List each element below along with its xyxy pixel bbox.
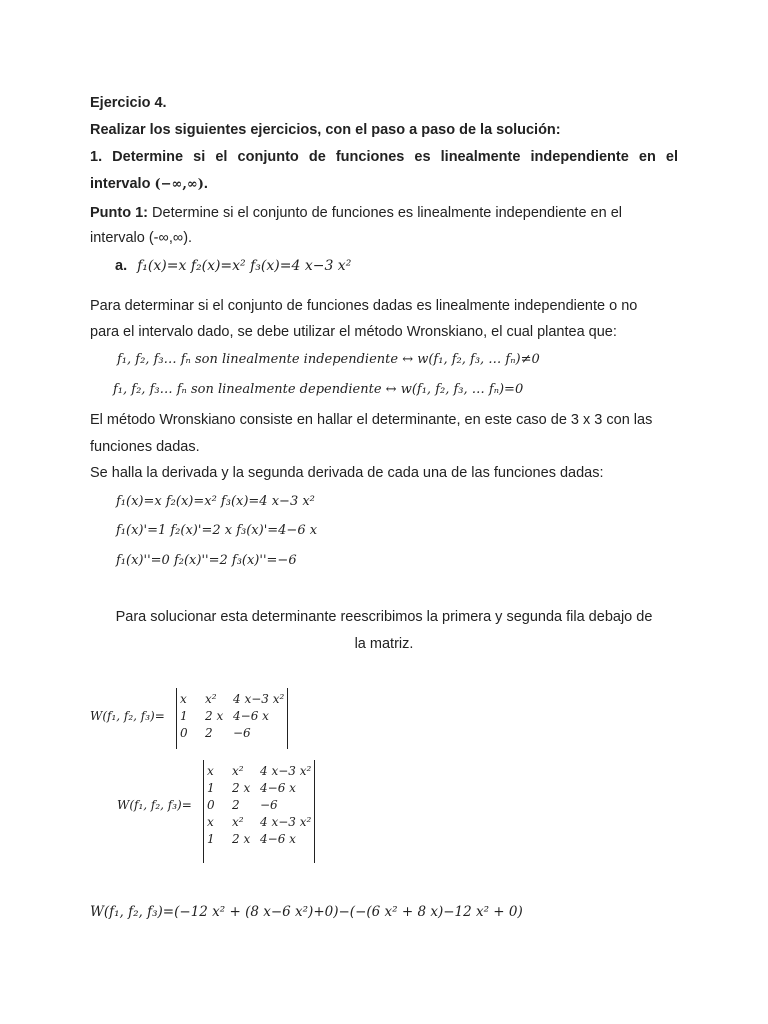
matrix-cell: 4−6 x	[260, 781, 296, 795]
derivative-row-1: f₁(x)'=1 f₂(x)'=2 x f₃(x)'=4−6 x	[116, 523, 318, 538]
matrix-cell: x²	[205, 692, 217, 706]
paragraph-1-line-1: Para determinar si el conjunto de funciones dadas es linealmente independiente o no	[90, 298, 638, 314]
matrix-row	[204, 831, 314, 848]
derivative-row-0: f₁(x)=x f₂(x)=x² f₃(x)=4 x−3 x²	[116, 494, 315, 509]
item-a-label: a.	[115, 258, 128, 274]
matrix-2-grid	[203, 760, 315, 863]
paragraph-3: Se halla la derivada y la segunda derivada de cada una de las funciones dadas:	[90, 465, 604, 481]
matrix-cell: x	[207, 764, 214, 778]
instruction-line: Realizar los siguientes ejercicios, con el paso a paso de la solución:	[90, 122, 561, 138]
derivative-row-2: f₁(x)''=0 f₂(x)''=2 f₃(x)''=−6	[116, 553, 297, 568]
matrix-cell: 4 x−3 x²	[260, 815, 312, 829]
matrix-row	[204, 797, 314, 814]
matrix-cell: −6	[260, 798, 278, 812]
matrix-1-label: W(f₁, f₂, f₃)=	[90, 709, 165, 723]
matrix-1-grid	[176, 688, 288, 749]
punto-1-line-1	[90, 203, 622, 223]
matrix-cell: x²	[232, 815, 244, 829]
matrix-row	[177, 708, 287, 725]
matrix-cell: 1	[180, 709, 188, 723]
matrix-cell: 2	[232, 798, 240, 812]
final-equation: W(f₁, f₂, f₃)=(−12 x² + (8 x−6 x²)+0)−(−(6 x² + 8 x)−12 x² + 0)	[90, 904, 523, 920]
matrix-cell: 2 x	[232, 832, 251, 846]
paragraph-4-line-2: la matriz.	[354, 636, 414, 652]
matrix-cell: 0	[207, 798, 215, 812]
matrix-cell: 4−6 x	[260, 832, 296, 846]
punto-1-label: Punto 1:	[90, 205, 148, 221]
matrix-2-label: W(f₁, f₂, f₃)=	[117, 798, 192, 812]
matrix-cell: 1	[207, 832, 215, 846]
paragraph-1-line-2: para el intervalo dado, se debe utilizar el método Wronskiano, el cual plantea que:	[90, 324, 617, 340]
exercise-title: Ejercicio 4.	[90, 95, 167, 111]
matrix-cell: 2 x	[205, 709, 224, 723]
matrix-cell: 4−6 x	[233, 709, 269, 723]
item-a	[115, 256, 351, 276]
matrix-cell: 4 x−3 x²	[260, 764, 312, 778]
matrix-cell: 1	[207, 781, 215, 795]
paragraph-2-line-2: funciones dadas.	[90, 439, 200, 455]
matrix-cell: 2 x	[232, 781, 251, 795]
question-1-dot: .	[203, 176, 208, 192]
punto-1-text: Determine si el conjunto de funciones es linealmente independiente en el	[152, 205, 622, 221]
matrix-row	[204, 814, 314, 831]
question-1-line-1: 1. Determine si el conjunto de funciones es linealmente independiente en el	[90, 149, 678, 165]
equation-independent: f₁, f₂, f₃… fₙ son linealmente independiente ↔ w(f₁, f₂, f₃, … fₙ)≠0	[117, 352, 540, 367]
matrix-row	[204, 780, 314, 797]
paragraph-2-line-1: El método Wronskiano consiste en hallar el determinante, en este caso de 3 x 3 con las	[90, 412, 653, 428]
matrix-cell: x	[207, 815, 214, 829]
matrix-cell: x	[180, 692, 187, 706]
punto-1-line-2: intervalo (-∞,∞).	[90, 230, 193, 246]
question-1-word: intervalo	[90, 176, 151, 192]
question-1-line-2	[90, 174, 208, 195]
item-a-formula: f₁(x)=x f₂(x)=x² f₃(x)=4 x−3 x²	[137, 258, 352, 274]
question-1-interval: (−∞,∞)	[154, 177, 204, 192]
matrix-cell: x²	[232, 764, 244, 778]
matrix-row	[177, 725, 287, 742]
matrix-row	[204, 763, 314, 780]
matrix-cell: 2	[205, 726, 213, 740]
matrix-cell: 4 x−3 x²	[233, 692, 285, 706]
paragraph-4-line-1: Para solucionar esta determinante reescribimos la primera y segunda fila debajo de	[115, 609, 653, 625]
matrix-row	[177, 691, 287, 708]
equation-dependent: f₁, f₂, f₃… fₙ son linealmente dependiente ↔ w(f₁, f₂, f₃, … fₙ)=0	[113, 382, 524, 397]
matrix-cell: −6	[233, 726, 251, 740]
matrix-cell: 0	[180, 726, 188, 740]
